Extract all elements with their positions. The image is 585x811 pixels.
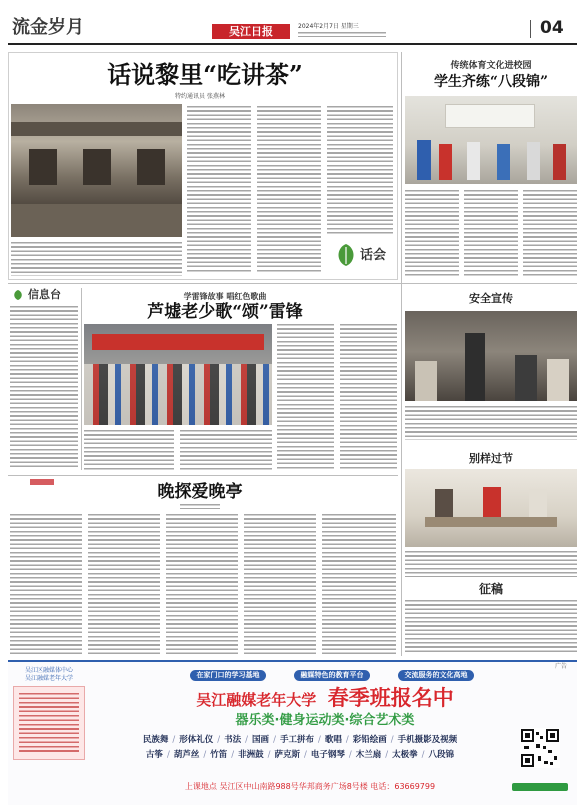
course-item: 竹笛 — [210, 750, 228, 760]
audience-figure — [415, 361, 437, 401]
middle-photo-caption-1 — [84, 430, 174, 470]
right-story-headline: 学生齐练“八段锦” — [433, 74, 549, 90]
audience-figure — [547, 359, 569, 401]
student-figure — [497, 144, 510, 180]
editor-credits — [298, 32, 386, 37]
course-item: 国画 — [252, 735, 270, 745]
safety-header: 安全宣传 — [469, 292, 513, 305]
course-separator: / — [304, 750, 307, 760]
column-tag — [30, 479, 54, 485]
ad-honor-text — [19, 693, 79, 753]
student-figure — [527, 142, 540, 180]
course-item: 形体礼仪 — [179, 735, 214, 745]
masthead-logo — [212, 24, 290, 39]
student-figure — [553, 144, 566, 180]
bottom-story-column-3 — [166, 514, 238, 655]
course-separator: / — [348, 750, 352, 760]
info-leaf-icon — [12, 289, 24, 301]
student-figure — [417, 140, 431, 180]
bottom-story-byline — [180, 504, 220, 509]
teahouse-roof — [11, 122, 182, 136]
middle-divider — [8, 283, 577, 284]
course-item: 非洲鼓 — [238, 750, 264, 760]
ad-courses-row-1 — [95, 736, 505, 745]
call-for-submissions-header: 征稿 — [478, 582, 503, 596]
info-desk-header — [8, 288, 80, 302]
course-item: 八段锦 — [428, 750, 455, 760]
right-story-column-2 — [464, 190, 518, 276]
middle-story-column-1 — [277, 324, 334, 470]
course-separator: / — [421, 750, 425, 760]
top-story-byline: 特约通讯员 张燕林 — [175, 93, 225, 100]
person-figure — [529, 489, 547, 517]
course-separator: / — [317, 735, 321, 745]
bottom-story-column-1 — [10, 514, 82, 655]
course-item: 手机摄影及视频 — [397, 735, 458, 745]
ad-honor-box — [13, 686, 85, 760]
course-item: 古筝 — [145, 750, 163, 760]
page-number-divider — [530, 20, 531, 38]
teahouse-photo — [11, 104, 182, 237]
tea-talk-corner — [330, 240, 394, 270]
page-number: 04 — [540, 18, 564, 38]
ad-title-status: 春季班报名中 — [327, 686, 454, 710]
issue-date: 2024年2月7日 星期三 — [298, 23, 359, 30]
tea-talk-label: 话会 — [360, 248, 387, 263]
top-story-headline: 话说黎里“吃讲茶” — [107, 60, 303, 89]
course-separator: / — [231, 750, 235, 760]
middle-photo-caption-2 — [180, 430, 272, 470]
safety-photo — [405, 311, 577, 401]
bottom-story-headline: 晚探爱晚亭 — [157, 482, 243, 502]
red-banner — [92, 334, 264, 350]
ad-pill-3: 交流服务的文化高地 — [398, 670, 474, 681]
masthead-text: 吴江日报 — [229, 25, 273, 38]
course-item: 书法 — [224, 735, 242, 745]
course-separator: / — [345, 735, 349, 745]
qr-code-icon — [520, 728, 560, 768]
festival-photo — [405, 469, 577, 547]
info-desk-label: 信息台 — [28, 288, 61, 301]
table — [425, 517, 557, 527]
ad-left-block — [11, 666, 87, 762]
ad-courses-row-2 — [95, 751, 505, 760]
call-for-submissions-text — [405, 600, 577, 654]
tea-leaf-icon — [334, 242, 358, 268]
top-photo-caption — [11, 242, 182, 276]
teahouse-window — [83, 149, 111, 185]
audience-figure — [515, 355, 537, 401]
top-story-column-3 — [327, 106, 393, 234]
festival-text — [405, 551, 577, 577]
header-rule — [8, 43, 577, 45]
middle-story-kicker: 学雷锋故事 唱红色歌曲 — [183, 292, 267, 301]
ad-title — [150, 688, 500, 709]
ad-school-name: 吴江融媒老年大学 — [24, 675, 73, 682]
bottom-story-column-5 — [322, 514, 396, 655]
course-separator: / — [385, 750, 389, 760]
person-figure — [435, 489, 453, 517]
lei-feng-event-photo — [84, 324, 272, 425]
presenter-figure — [465, 333, 485, 401]
course-item: 歌唱 — [324, 735, 342, 745]
course-separator: / — [245, 735, 249, 745]
middle-story-headline: 芦墟老少歌“颂”雷锋 — [147, 302, 303, 322]
middle-story-column-2 — [340, 324, 397, 470]
course-item: 葫芦丝 — [173, 750, 200, 760]
course-item: 电子钢琴 — [310, 750, 345, 760]
course-separator: / — [203, 750, 207, 760]
teahouse-ground — [11, 204, 182, 237]
qr-caption — [512, 783, 568, 791]
course-item: 太极拳 — [392, 750, 418, 760]
course-separator: / — [390, 735, 394, 745]
bottom-story-column-2 — [88, 514, 160, 655]
ad-org-name: 吴江区融媒体中心 — [24, 667, 73, 674]
bottom-story-divider — [8, 475, 398, 476]
classroom-board — [445, 104, 535, 128]
right-column-divider — [401, 52, 402, 656]
course-separator: / — [172, 735, 176, 745]
ad-label: 广告 — [555, 663, 568, 670]
course-item: 手工拼布 — [279, 735, 314, 745]
course-item: 木兰扇 — [355, 750, 382, 760]
course-separator: / — [273, 735, 276, 745]
ad-pill-2: 融媒特色的教育平台 — [294, 670, 370, 681]
teahouse-window — [137, 149, 165, 185]
ad-categories: 器乐类·健身运动类·综合艺术类 — [235, 713, 415, 728]
course-item: 彩铅绘画 — [352, 735, 387, 745]
info-desk-divider — [81, 288, 82, 470]
person-figure — [483, 487, 501, 517]
course-item: 民族舞 — [142, 735, 169, 745]
course-separator: / — [217, 735, 221, 745]
right-story-column-3 — [523, 190, 577, 276]
crowd — [84, 364, 272, 425]
course-item: 萨克斯 — [274, 750, 300, 760]
ad-address: 上课地点 吴江区中山南路988号华邦商务广场8号楼 电话：63669799 — [184, 782, 436, 791]
right-story-column-1 — [405, 190, 459, 276]
ad-title-name: 吴江融媒老年大学 — [196, 691, 317, 709]
course-separator: / — [267, 750, 271, 760]
student-figure — [467, 142, 480, 180]
section-title: 流金岁月 — [12, 17, 84, 38]
course-separator: / — [166, 750, 170, 760]
right-story-kicker: 传统体育文化进校园 — [450, 61, 532, 71]
safety-text — [405, 406, 577, 440]
top-story-column-2 — [257, 106, 321, 274]
student-figure — [439, 144, 452, 180]
info-desk-text — [10, 306, 78, 470]
top-story-column-1 — [187, 106, 251, 274]
festival-header: 别样过节 — [469, 452, 513, 465]
ad-pill-1: 在家门口的学习基地 — [190, 670, 266, 681]
teahouse-window — [29, 149, 57, 185]
bottom-story-column-4 — [244, 514, 316, 655]
baduanjin-photo — [405, 96, 577, 184]
